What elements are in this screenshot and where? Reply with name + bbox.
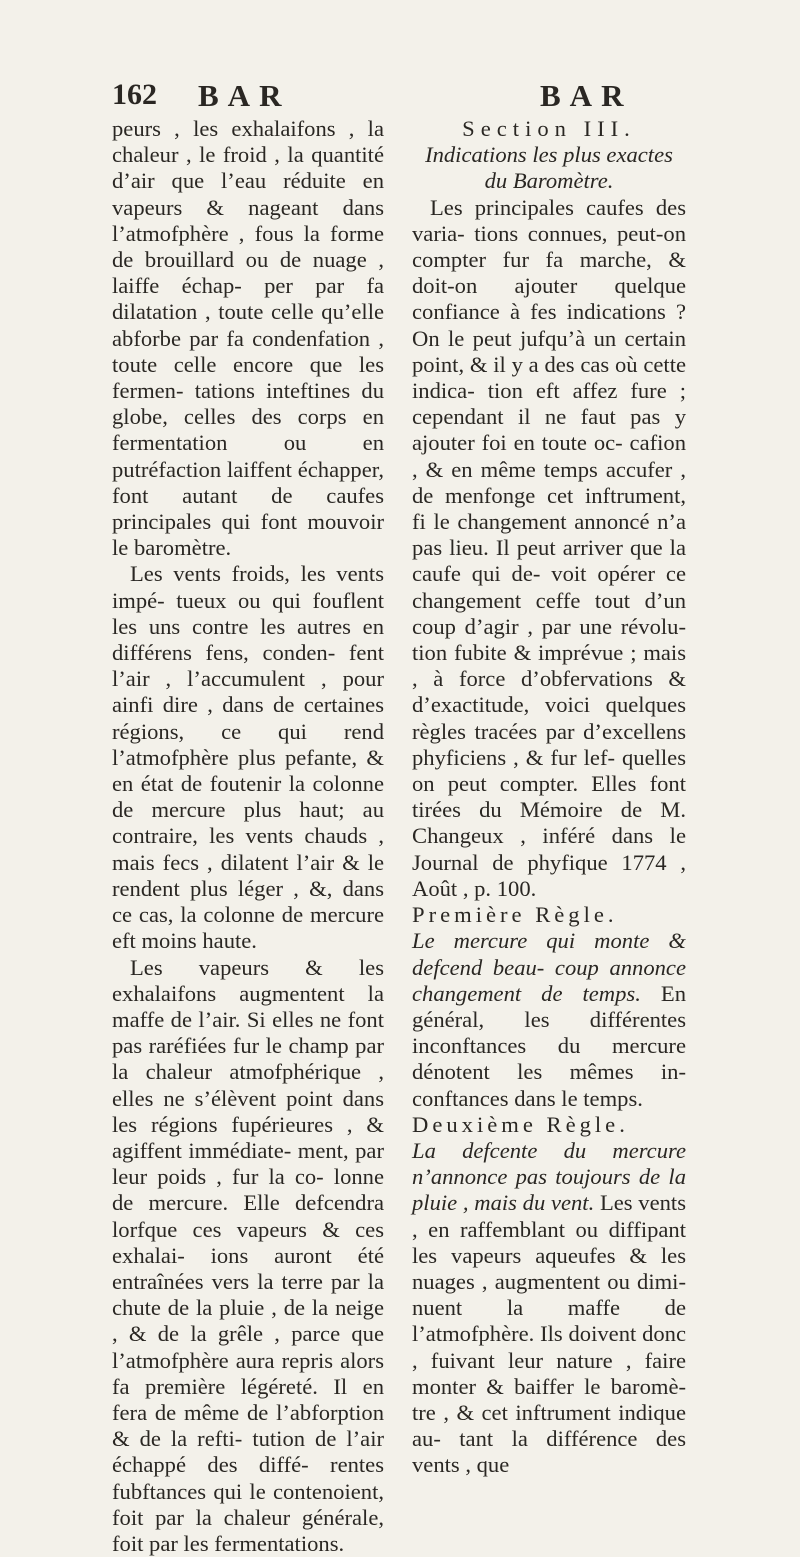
left-paragraph-3: Les vapeurs & les exhalaifons augmentent la maffe de l’air. Si elles ne font pas raréfiées fur le champ par la chaleur atmofphérique , elles ne s’élèvent point dans les régions fupérieures , & agiffent immédiate- ment, par leur poids , fur la co- lonne de mercure. Elle defcendra lorfque ces vapeurs & ces exhalai- ions auront été entraînées vers la terre par la chute de la pluie , de la neige , & de la grêle , parce que l’atmofphère aura repris alors fa première légéreté. Il en fera de même de l’abforption & de la refti- tution de l’air échappé des diffé- rentes fubftances qui le contenoient, foit par la chaleur générale, foit par les fermentations. <box>112 955 384 1557</box>
section-heading: Section III. <box>412 116 686 142</box>
rule-2-text: Les vents , en raffemblant ou diffipant les vapeurs aqueufes & les nuages , augmentent ou dimi- nuent la maffe de l’atmofphère. Ils doivent donc , fuivant leur nature , faire monter & baiffer le baromè- tre , & cet inftrument indique au- tant la différence des vents , que <box>412 1190 686 1477</box>
rule-2-statement: La defcente du mercure n’annonce pas toujours de la pluie , mais du vent. <box>412 1138 686 1215</box>
left-column <box>112 116 384 1557</box>
page-number: 162 <box>112 78 157 112</box>
right-column <box>412 116 686 1479</box>
left-paragraph-1: peurs , les exhalaifons , la chaleur , le froid , la quantité d’air que l’eau réduite en vapeurs & nageant dans l’atmofphère , fous la forme de brouillard ou de nuage , laiffe échap- per par fa dilatation , toute celle qu’elle abforbe par fa condenfation , toute celle encore que les fermen- tations inteftines du globe, celles des corps en fermentation ou en putréfaction laiffent échapper, font autant de caufes principales qui font mouvoir le baromètre. <box>112 116 384 561</box>
running-head-right: BAR <box>540 78 632 114</box>
rule-1-body <box>412 928 686 1111</box>
running-head-left: BAR <box>198 78 290 114</box>
rule-2-body <box>412 1138 686 1479</box>
section-subtitle: Indications les plus exactes du Baromètre. <box>412 142 686 194</box>
rule-2-heading: Deuxième Règle. <box>412 1112 686 1138</box>
rule-1-text: En général, les différentes inconftances du mercure dénotent les mêmes in- conftances dans le temps. <box>412 981 686 1111</box>
left-paragraph-2: Les vents froids, les vents impé- tueux ou qui fouflent les uns contre les autres en différens fens, conden- fent l’air , l’accumulent , pour ainfi dire , dans de certaines régions, ce qui rend l’atmofphère plus pefante, & en état de foutenir la colonne de mercure plus haut; au contraire, les vents chauds , mais fecs , dilatent l’air & le rendent plus léger , &, dans ce cas, la colonne de mercure eft moins haute. <box>112 561 384 954</box>
intro-paragraph: Les principales caufes des varia- tions connues, peut-on compter fur fa marche, & doit-on ajouter quelque confiance à fes indications ? On le peut jufqu’à un certain point, & il y a des cas où cette indica- tion eft affez fure ; cependant il ne faut pas y ajouter foi en toute oc- cafion , & en même temps accufer , de menfonge cet inftrument, fi le changement annoncé n’a pas lieu. Il peut arriver que la caufe qui de- voit opérer ce changement ceffe tout d’un coup d’agir , par une révolu- tion fubite & imprévue ; mais , à force d’obfervations & d’exactitude, voici quelques règles tracées par d’excellens phyficiens , & fur lef- quelles on peut compter. Elles font tirées du Mémoire de M. Changeux , inféré dans le Journal de phyfique 1774 , Août , p. 100. <box>412 195 686 902</box>
running-header <box>112 78 692 118</box>
rule-1-heading: Première Règle. <box>412 902 686 928</box>
rule-1-statement: Le mercure qui monte & defcend beau- coup annonce changement de temps. <box>412 928 686 1005</box>
